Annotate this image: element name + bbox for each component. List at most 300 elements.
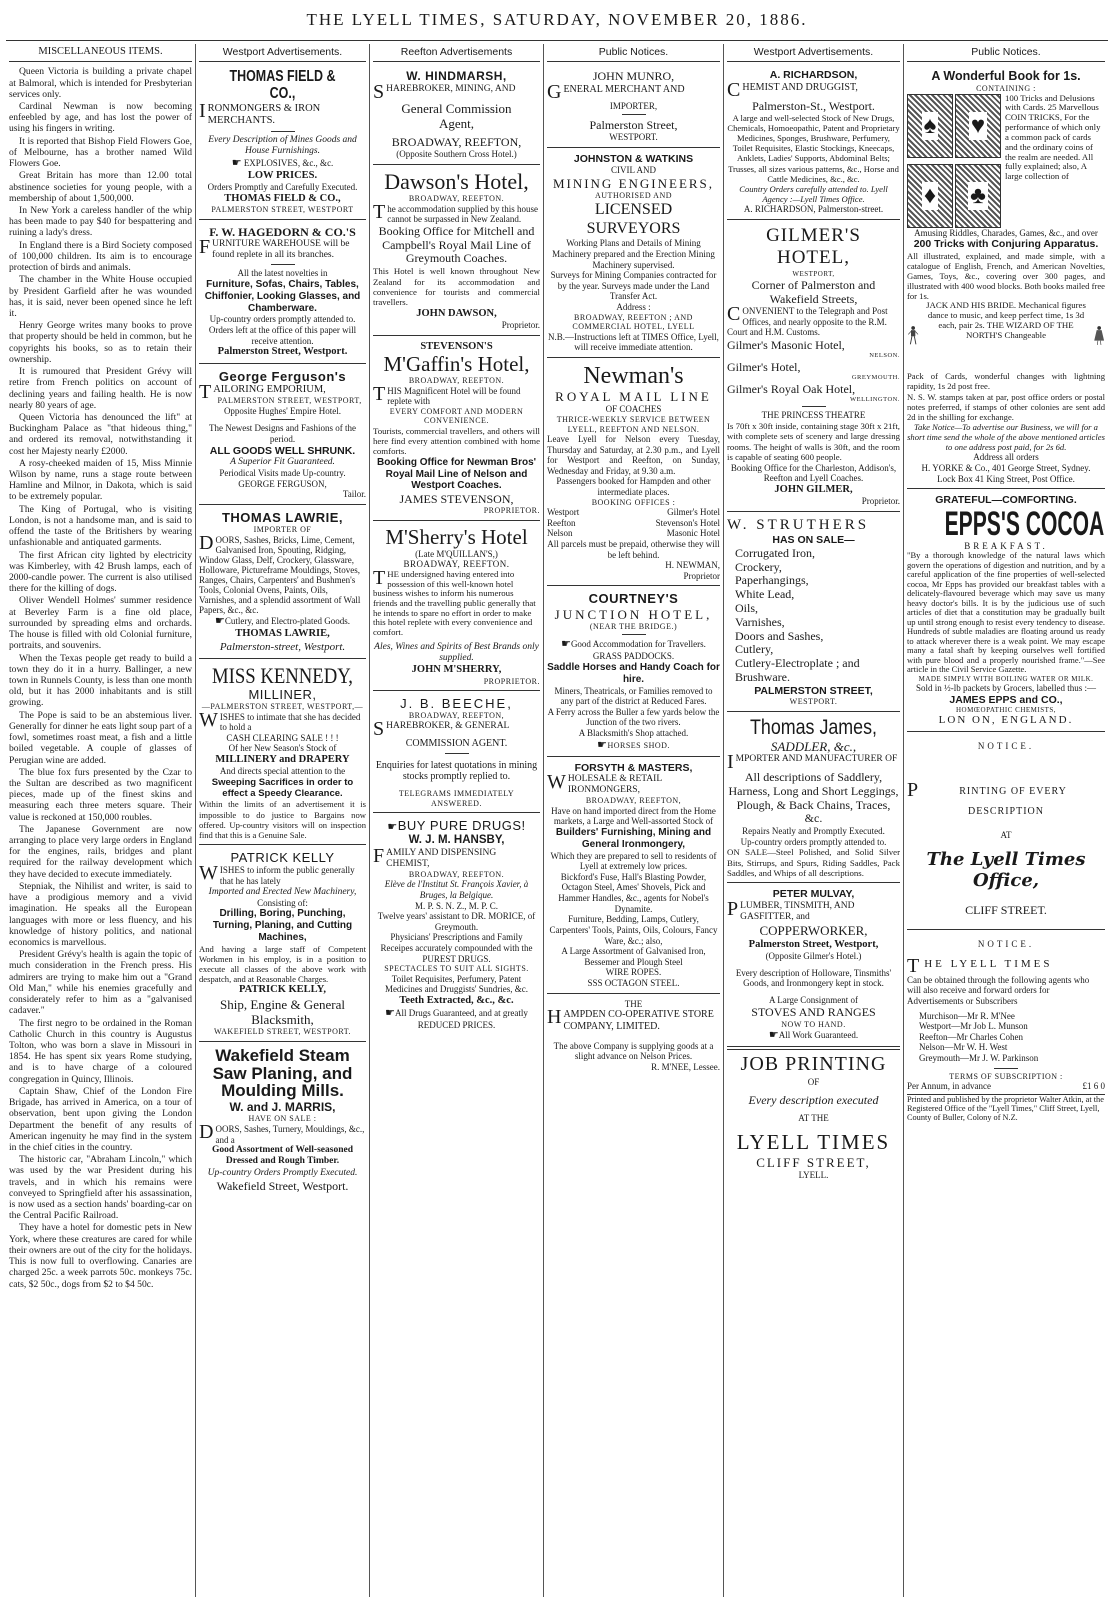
ad-thomas-field bbox=[199, 66, 366, 220]
ad-address: —PALMERSTON STREET, WESTPORT,— bbox=[201, 702, 364, 712]
ad-text1: 100 Tricks and Delusions with Cards. 25 Marvellous COIN TRICKS, For the performance of which only a common pack of cards and the ordinary coins of the realm are needed. All fully explained; also, A large collection of bbox=[1005, 92, 1101, 182]
ad-near: (NEAR THE BRIDGE.) bbox=[589, 621, 678, 631]
ad-line: ROYAL MAIL LINE bbox=[555, 389, 712, 405]
ad-role: Proprietor bbox=[683, 570, 720, 581]
ad-booking: Booking Office for the Charleston, Addison's, Reefton and Lyell Coaches. bbox=[730, 462, 897, 484]
ad-signature: THOMAS LAWRIE, bbox=[235, 628, 330, 640]
notice-body: Can be obtained through the following agents who will also receive and forward orders for Advertisements or Subscribers bbox=[907, 974, 1090, 1007]
ad-title: THOMAS FIELD & CO., bbox=[229, 68, 336, 103]
misc-item: The historic car, "Abraham Lincoln," which was used by the war President during his travels, and in which his remains were conveyed to Springfield after his assassination, is now used as a section hands' boarding-car on the Central Pacific Railroad. bbox=[9, 1154, 192, 1222]
misc-items bbox=[9, 66, 192, 1289]
pointing-hand-icon: ☛ bbox=[214, 614, 225, 628]
ad-body: DOORS, Sashes, Turnery, Mouldings, &c., and a bbox=[199, 1120, 365, 1145]
agent-entry: Westport—Mr Job L. Munson bbox=[919, 1021, 1028, 1032]
ad-title: J. B. BEECHE, bbox=[400, 696, 513, 712]
gilmer-hotels bbox=[727, 338, 900, 403]
ad-teeth: Teeth Extracted, &c., &c. bbox=[399, 994, 514, 1006]
ad-address: BROADWAY, REEFTON, bbox=[585, 796, 682, 806]
ad-which: Which they are prepared to sell to residents of Lyell at extremely low prices. bbox=[550, 850, 717, 872]
ad-opposite: Opposite Hughes' Empire Hotel. bbox=[223, 405, 342, 416]
ad-town: WESTPORT, bbox=[792, 269, 835, 278]
ad-title: M'Gaffin's Hotel, bbox=[383, 352, 530, 377]
ad-orders: Up-country orders promptly attended to. Orders left at the office of this paper will receive attention. bbox=[208, 314, 357, 346]
misc-item: President Grévy's health is again the topic of much consideration in the French press. His admirers are trying to make him out a "Grand Old Man," while his enemies gracefully and considerately refer to him as a "galvanised cadaver." bbox=[9, 949, 192, 1017]
divider bbox=[802, 406, 826, 407]
ad-line: TAILORING EMPORIUM, bbox=[199, 380, 326, 403]
ad-line: MINING ENGINEERS, bbox=[552, 175, 715, 191]
misc-item: The blue fox furs presented by the Czar to the Sultan are described as two magnificent pieces, made up of the finest skins and measuring each three meters square. Their value is reckoned at 150,000 roubles. bbox=[9, 766, 192, 823]
ad-role: PROPRIETOR. bbox=[483, 506, 540, 516]
ad-body: Have on hand imported direct from the Home markets, a Large and Well-assorted Stock of bbox=[551, 805, 716, 827]
notice-title: NOTICE. bbox=[977, 939, 1035, 950]
ad-line: SHAREBROKER, & GENERAL bbox=[373, 717, 510, 740]
misc-item: In England there is a Bird Society composed of 100,000 children. Its aim is to encourage protection of birds and animals. bbox=[9, 239, 192, 274]
ad-line: PLUMBER, TINSMITH, AND GASFITTER, and bbox=[727, 897, 855, 923]
ad-body: The accommodation supplied by this house cannot be surpassed in New Zealand. bbox=[373, 200, 538, 225]
ad-top: GRATEFUL—COMFORTING. bbox=[935, 494, 1077, 507]
subscription-price: £1 6 0 bbox=[1082, 1081, 1105, 1092]
gilmer-hotel-row bbox=[727, 382, 900, 404]
ad-comfort: EVERY COMFORT AND MODERN CONVENIENCE. bbox=[389, 406, 524, 426]
notice-office: The Lyell Times Office, bbox=[926, 848, 1086, 891]
ad-forsyth bbox=[547, 759, 720, 994]
notice-title: NOTICE. bbox=[977, 741, 1035, 752]
ad-body: A large and well-selected Stock of New Drugs, Chemicals, Homoeopathic, Patent and Proprietary Medicines, Sponges, Brushware, Perfumery, Toilet Requisites, Elastic Stockings, Kneecaps, Anklets, Ladies' Supports, Abdominal Belts; Trusses, all sizes various patterns, &c., Horse and Cattle Medicines, &c., &c. bbox=[727, 112, 900, 184]
misc-item: The Japanese Government are now arranging to place very large orders in England for the engines, rails, bridges and plant required for the railway development which they have decided to execute immediately. bbox=[9, 823, 192, 880]
ad-role: Proprietor. bbox=[501, 320, 540, 331]
ad-booking: Booking Office for Newman Bros' Royal Mail Line of Nelson and Westport Coaches. bbox=[376, 456, 537, 492]
ad-signature: THOMAS FIELD & CO., bbox=[224, 193, 341, 205]
ad-title: EPPS'S COCOA bbox=[944, 504, 1105, 543]
hotel-town: NELSON. bbox=[869, 352, 900, 360]
ad-large: A Large Consignment of bbox=[768, 994, 859, 1005]
column-reefton-ads bbox=[370, 44, 544, 1597]
pointing-hand-icon: ☛ bbox=[561, 637, 571, 651]
hotel-name: Gilmer's Hotel, bbox=[727, 359, 801, 374]
booking-office-row bbox=[547, 518, 720, 529]
ad-conjuring: 200 Tricks with Conjuring Apparatus. bbox=[913, 238, 1099, 251]
ad-convenient: CONVENIENT to the Telegraph and Post Offices, and nearly opposite to the R.M. Court and H.M. Customs. bbox=[727, 303, 888, 338]
ad-horses-text: HORSES SHOD. bbox=[607, 740, 670, 750]
pointing-hand-icon: ☛ bbox=[231, 156, 242, 170]
ad-signature: JOHN M'SHERRY, bbox=[411, 664, 502, 676]
booking-office-row bbox=[547, 528, 720, 539]
ad-enquiries: Enquiries for latest quotations in mining stocks promptly replied to. bbox=[375, 759, 538, 783]
divider bbox=[622, 634, 646, 635]
ad-line: IMPORTER AND MANUFACTURER OF bbox=[727, 750, 898, 773]
ad-title: JOHNSTON & WATKINS bbox=[573, 152, 694, 165]
ad-sold: Sold in ½-lb packets by Grocers, labelled thus :— bbox=[916, 683, 1096, 694]
ad-hagedorn bbox=[199, 222, 366, 364]
ad-pack: Pack of Cards, wonderful changes with lightning rapidity, 1s 2d post free. bbox=[907, 371, 1105, 392]
ad-line2: COMMISSION AGENT. bbox=[405, 737, 508, 749]
ad-bold: Good Assortment of Well-seasoned Dressed and Rough Timber. bbox=[211, 1145, 353, 1167]
ad-every: Every description executed bbox=[748, 1093, 879, 1108]
ad-signature: JAMES EPPS and CO., bbox=[949, 693, 1063, 706]
divider bbox=[622, 114, 646, 115]
ad-address: PALMERSTON STREET, bbox=[754, 684, 873, 697]
ad-shrunk: ALL GOODS WELL SHRUNK. bbox=[209, 444, 356, 457]
ad-address-label: Address all orders bbox=[973, 452, 1039, 463]
struthers-item: Paperhangings, bbox=[735, 573, 809, 588]
subscription-label: Per Annum, in advance bbox=[907, 1081, 991, 1092]
column-westport-ads bbox=[196, 44, 370, 1597]
office-hotel: Gilmer's Hotel bbox=[667, 507, 720, 518]
office-town: Reefton bbox=[547, 517, 576, 528]
ad-now: NOW TO HAND. bbox=[781, 1019, 846, 1029]
ad-address: BROADWAY, REEFTON, bbox=[391, 135, 522, 150]
ad-bickford: Bickford's Fuse, Hall's Blasting Powder, Octagon Steel, Ames' Shovels, Pick and Hammer Handles, &c., agents for Nobel's Dynamite. bbox=[558, 871, 709, 914]
ad-miners: Miners, Theatricals, or Families removed to any part of the district at Reduced Fares. bbox=[554, 685, 713, 707]
ad-consist: Consisting of: bbox=[257, 897, 308, 908]
struthers-items bbox=[727, 547, 900, 685]
ad-title: M'Sherry's Hotel bbox=[385, 524, 528, 549]
ad-line2: IMPORTER, bbox=[609, 100, 658, 111]
office-hotel: Masonic Hotel bbox=[666, 528, 720, 539]
ad-address: Palmerston-street, Westport. bbox=[219, 640, 346, 653]
ad-title: Wakefield Steam Saw Planing, and Moulding Mills. bbox=[212, 1045, 353, 1101]
ad-assistant: Twelve years' assistant to DR. MORICE, of Greymouth. bbox=[377, 911, 536, 932]
ad-location: LON ON, ENGLAND. bbox=[938, 714, 1074, 727]
misc-item: Cardinal Newman is now becoming enfeebled by age, and has lost the power of using his fingers in writing. bbox=[9, 101, 192, 135]
ad-contains: CONTAINING : bbox=[976, 84, 1036, 94]
struthers-item: Crockery, bbox=[735, 559, 782, 574]
ad-line: GENERAL MERCHANT AND bbox=[547, 80, 685, 103]
ad-toilet: Toilet Requisites, Perfumery, Patent Medicines and Druggists' Sundries, &c. bbox=[384, 973, 529, 995]
ad-title: FORSYTH & MASTERS, bbox=[574, 761, 693, 774]
ad-guaranteed-text: All Work Guaranteed. bbox=[778, 1030, 859, 1040]
ad-bold: Drilling, Boring, Punching, Turning, Planing, and Cutting Machines, bbox=[212, 908, 353, 943]
agent-entry: Greymouth—Mr J. W. Parkinson bbox=[919, 1053, 1039, 1064]
ad-line: IRONMONGERS & IRON MERCHANTS. bbox=[199, 99, 321, 127]
ad-name: W. J. M. HANSBY, bbox=[408, 834, 505, 847]
ad-passengers: Passengers booked for Hampden and other intermediate places. bbox=[556, 476, 711, 498]
ad-bold: MILLINERY and DRAPERY bbox=[215, 754, 350, 766]
notice-agents bbox=[907, 932, 1105, 1126]
ad-mgaffin bbox=[373, 338, 540, 521]
ad-title: Newman's bbox=[583, 362, 684, 389]
ad-address: Palmerston-St., Westport. bbox=[752, 98, 875, 113]
ad-onsale: HAVE ON SALE : bbox=[248, 1114, 317, 1124]
booking-office-row bbox=[547, 507, 720, 518]
hotel-name: Gilmer's Masonic Hotel, bbox=[727, 337, 845, 352]
ad-staff: And having a large staff of Competent Workmen in his employ, is in a position to execute all classes of the above work with despatch, and at Reasonable Charges. bbox=[199, 943, 366, 985]
ad-lawrie bbox=[199, 507, 366, 659]
struthers-item: Doors and Sashes, bbox=[735, 628, 824, 643]
ad-breakfast: BREAKFAST. bbox=[964, 540, 1048, 551]
notice-at: AT bbox=[1000, 829, 1012, 840]
ad-address: BROADWAY, REEFTON. bbox=[408, 376, 505, 386]
club-card-icon: ♣ bbox=[955, 164, 1001, 228]
divider bbox=[994, 1068, 1018, 1069]
ad-desc: Every Description of Mines Goods and House Furnishings. bbox=[208, 134, 357, 156]
ad-line: SHAREBROKER, MINING, AND bbox=[373, 80, 516, 103]
ad-role: MILLINER, bbox=[248, 686, 317, 702]
ad-newest: The Newest Designs and Fashions of the period. bbox=[209, 423, 356, 445]
pointing-hand-icon: ☛ bbox=[597, 737, 608, 751]
diamond-card-icon: ♦ bbox=[907, 164, 953, 228]
ad-street: CLIFF STREET, bbox=[756, 1154, 871, 1170]
notice-line: THE LYELL TIMES bbox=[907, 954, 1053, 977]
office-hotel: Stevenson's Hotel bbox=[655, 517, 720, 528]
ad-grass: GRASS PADDOCKS. bbox=[592, 651, 675, 662]
column-public-notices-2 bbox=[904, 44, 1108, 1597]
column-header: Reefton Advertisements bbox=[373, 44, 540, 62]
heart-card-icon: ♥ bbox=[955, 94, 1001, 158]
ad-title bbox=[373, 818, 540, 834]
ad-title: COURTNEY'S bbox=[588, 591, 679, 607]
ad-copper: COPPERWORKER, bbox=[759, 923, 868, 939]
ad-signature: R. M'NEE, Lessee. bbox=[651, 1061, 720, 1072]
ad-line: CHEMIST AND DRUGGIST, bbox=[727, 78, 858, 101]
ad-thrice: THRICE-WEEKLY SERVICE BETWEEN LYELL, REEFTON AND NELSON. bbox=[556, 415, 711, 434]
ad-msherry bbox=[373, 523, 540, 691]
column-public-notices bbox=[544, 44, 724, 1597]
ad-hindmarsh bbox=[373, 66, 540, 165]
ad-furniture: Furniture, Bedding, Lamps, Cutlery, Carpenters' Tools, Paints, Oils, Colours, Fancy Ware, &c.; also, bbox=[549, 914, 718, 946]
book-cards-row bbox=[907, 94, 1105, 228]
ad-role: Proprietor. bbox=[861, 496, 900, 507]
ad-line2: General Commission bbox=[401, 100, 512, 116]
ad-address: BROADWAY, REEFTON. bbox=[408, 869, 505, 879]
ad-orders: Up-country Orders Promptly Executed. bbox=[207, 1167, 358, 1178]
ad-signature: PATRICK KELLY, bbox=[239, 984, 326, 996]
ad-booking: Booking Office for Mitchell and Campbell's Royal Mail Line of Greymouth Coaches. bbox=[378, 223, 535, 266]
ad-pre: STEVENSON'S bbox=[420, 340, 493, 352]
divider bbox=[271, 419, 295, 420]
pointing-hand-icon: ☛ bbox=[387, 820, 398, 834]
hotel-name: Gilmer's Royal Oak Hotel, bbox=[727, 381, 856, 396]
ad-address: PALMERSTON STREET, WESTPORT, bbox=[217, 396, 362, 406]
hotel-town: GREYMOUTH. bbox=[851, 373, 900, 381]
ad-box: Lock Box 41 King Street, Post Office. bbox=[937, 473, 1075, 484]
ad-fit: A Superior Fit Guaranteed. bbox=[230, 457, 335, 467]
column-westport-ads-2 bbox=[724, 44, 904, 1597]
ad-late: (Late M'QUILLAN'S,) bbox=[415, 548, 498, 559]
ad-jack: JACK AND HIS BRIDE. Mechanical figures dance to music, and keep perfect time, 1s 3d each, pair 2s. THE WIZARD OF THE NORTH'S Changeable bbox=[926, 300, 1086, 340]
ad-stock: Of her New Season's Stock of bbox=[228, 743, 337, 754]
divider bbox=[445, 753, 469, 754]
ad-ferry: A Ferry across the Buller a few yards below the Junction of the two rivers. bbox=[547, 706, 720, 728]
pointing-hand-icon: ☛ bbox=[768, 1028, 779, 1041]
gilmer-hotel-row bbox=[727, 360, 900, 382]
ad-cutlery-text: Cutlery, and Electro-plated Goods. bbox=[224, 616, 350, 627]
ad-trade: Ship, Engine & General Blacksmith, bbox=[220, 996, 345, 1027]
struthers-item: White Lead, bbox=[735, 587, 795, 602]
ad-signature: JOHN GILMER, bbox=[774, 483, 853, 495]
ad-line: FURNITURE WAREHOUSE will be found replete in all its branches. bbox=[199, 236, 350, 261]
misc-item: It is reported that Bishop Field Flowers Goe, of Melbourne, has a brother named Wild Flowers Goe. bbox=[9, 135, 192, 170]
ad-authorised: AUTHORISED AND bbox=[595, 191, 672, 201]
misc-item: Stepniak, the Nihilist and writer, is said to have a prodigious memory and a vivid imagination. He speaks all the European languages with more or less fluency, and his knowledge of history politics, and national economics is marvellous. bbox=[9, 880, 192, 948]
ad-marris bbox=[199, 1044, 366, 1197]
ad-title: PATRICK KELLY bbox=[230, 849, 335, 865]
misc-item: The first negro to be ordained in the Roman Catholic Church in this country is Augustus Tolton, who was born a slave in Missouri in 1854. He has spent six years Rome studying, and is to have charge of a coloured congregation in Quincy, Illinois. bbox=[9, 1017, 192, 1085]
ad-explosives-text: EXPLOSIVES, &c., &c. bbox=[243, 158, 334, 169]
ad-signature: GEORGE FERGUSON, bbox=[238, 478, 327, 489]
ad-theatre: THE PRINCESS THEATRE bbox=[761, 410, 866, 421]
ad-nb: N.B.—Instructions left at TIMES Office, Lyell, will receive immediate attention. bbox=[548, 331, 719, 353]
ad-role: PROPRIETOR. bbox=[483, 676, 540, 686]
ad-at: AT THE bbox=[798, 1113, 829, 1124]
notice-street: CLIFF STREET. bbox=[965, 903, 1047, 918]
ad-orders: Orders Promptly and Carefully Executed. bbox=[207, 182, 358, 193]
ad-role: Tailor. bbox=[342, 489, 366, 500]
misc-item: Great Britain has more than 12.00 total abstinence societies for young people, with a membership of about 1,500,000. bbox=[9, 170, 192, 204]
ad-made: MADE SIMPLY WITH BOILING WATER OR MILK. bbox=[918, 674, 1094, 683]
misc-item: A rosy-cheeked maiden of 15, Miss Minnie Wilson by name, runs a stage route between Hamline and Milnor, in Dakota, which is said to be extremely popular. bbox=[9, 457, 192, 503]
ad-stoves: STOVES AND RANGES bbox=[751, 1005, 876, 1020]
ad-address: BROADWAY, REEFTON ; AND COMMERCIAL HOTEL, LYELL bbox=[572, 312, 695, 332]
ad-town: LYELL. bbox=[798, 1170, 829, 1181]
ad-eleve: Elève de l'Institut St. François Xavier, à Bruges, la Belgique. bbox=[384, 879, 529, 901]
column-header: Westport Advertisements. bbox=[199, 44, 366, 62]
ad-body: The above Company is supplying goods at a slight advance on Nelson Prices. bbox=[553, 1040, 714, 1062]
ad-spectacles: SPECTACLES TO SUIT ALL SIGHTS. bbox=[384, 964, 529, 974]
ad-address: BROADWAY, REEFTON. bbox=[408, 194, 505, 204]
ad-line: HAMPDEN CO-OPERATIVE STORE COMPANY, LIMITED. bbox=[547, 1006, 714, 1032]
ad-galvanised: A Large Assortment of Galvanised Iron, Bessemer and Plough Steel bbox=[561, 946, 706, 967]
ad-illustrated: All illustrated, explained, and made simple, with a catalogue of English, French, and American Novelties, Games, Toys, &c., covering over 300 pages, and illustrated with 400 wood blocks. Both books mailed free for 1s. bbox=[907, 250, 1105, 302]
ad-novel: All the latest novelties in bbox=[237, 268, 328, 279]
ad-onsale: HAS ON SALE— bbox=[772, 534, 855, 547]
ad-patrick-kelly bbox=[199, 847, 366, 1042]
ad-signature: H. YORKE & Co., 401 George Street, Sydney. bbox=[921, 462, 1091, 473]
column-header: Public Notices. bbox=[907, 44, 1105, 62]
ad-title: PETER MULVAY, bbox=[772, 888, 855, 901]
ad-sale: CASH CLEARING SALE ! ! ! bbox=[226, 732, 339, 743]
column-header: MISCELLANEOUS ITEMS. bbox=[9, 44, 192, 62]
agent-entry: Reefton—Mr Charles Cohen bbox=[919, 1031, 1023, 1042]
ad-country: Country Orders carefully attended to. Lyell Agency :—Lyell Times Office. bbox=[739, 183, 888, 205]
office-town: Nelson bbox=[547, 528, 573, 539]
ad-work: Working Plans and Details of Mining Machinery prepared and the Erection Mining Machinery supervised. bbox=[552, 238, 715, 270]
jack-bride-row bbox=[907, 301, 1105, 371]
ad-title: Thomas James, bbox=[750, 715, 877, 739]
misc-item: Oliver Wendell Holmes' summer residence at Beverley Farm is a fine old place, surrounded by spreading elms and orchards. The house is filled with old Colonial furniture, portraits, and souvenirs. bbox=[9, 595, 192, 652]
masthead bbox=[6, 0, 1108, 41]
ad-signature: A. RICHARDSON, Palmerston-street. bbox=[743, 204, 884, 215]
ad-known: This Hotel is well known throughout New Zealand for its accommodation and convenience for tourists and commercial travellers. bbox=[373, 266, 540, 308]
agent-entry: Murchison—Mr R. M'Nee bbox=[919, 1010, 1015, 1021]
hotel-town: WELLINGTON. bbox=[850, 395, 900, 403]
struthers-item: Oils, bbox=[735, 600, 759, 615]
ad-good-text: Good Accommodation for Travellers. bbox=[570, 639, 706, 650]
ad-town: WESTPORT. bbox=[789, 697, 838, 707]
ad-title-text: BUY PURE DRUGS! bbox=[397, 818, 526, 834]
ad-signature: H. NEWMAN, bbox=[665, 560, 720, 571]
ad-signature: JOHN DAWSON, bbox=[416, 307, 497, 319]
masthead-title: THE LYELL TIMES, SATURDAY, NOVEMBER 20, 1886. bbox=[306, 10, 808, 29]
ad-telegrams: TELEGRAMS IMMEDIATELY ANSWERED. bbox=[398, 789, 515, 808]
ad-body: "By a thorough knowledge of the natural laws which govern the operations of digestion and nutrition, and by a careful application of the fine properties of well-selected cocoa, Mr Epps has provided our breakfast tables with a delicately-flavoured beverage which may save us many heavy doctor's bills. It is by the judicious use of such articles of diet that a constitution may be gradually built up until strong enough to resist every tendency to disease. Hundreds of subtle maladies are floating around us ready to attack wherever there is a weak point. We may escape many a fatal shaft by keeping ourselves well fortified with pure blood and a properly nourished frame."—See article in the Civil Service Gazette. bbox=[907, 550, 1105, 675]
ad-thomas-james bbox=[727, 714, 900, 884]
dancing-figure-icon bbox=[907, 301, 919, 371]
ad-nsw: N. S. W. stamps taken at par, post office orders or postal notes preferred, if stamps of other colonies are sent add 2d in the shilling for exchange. bbox=[907, 391, 1105, 422]
misc-item: Henry George writes many books to prove that property should be held in common, but he copyrights his books, so as to retain their ownership. bbox=[9, 320, 192, 365]
divider bbox=[271, 264, 295, 265]
ad-licensed: LICENSED SURVEYORS bbox=[586, 200, 681, 237]
agents-list bbox=[907, 1011, 1105, 1064]
office-town: Westport bbox=[547, 507, 580, 518]
ad-beeche bbox=[373, 693, 540, 813]
ad-munro bbox=[547, 66, 720, 148]
ad-address-label: Address : bbox=[616, 302, 651, 313]
ad-job-printing bbox=[727, 1049, 900, 1185]
ad-hansby bbox=[373, 815, 540, 1035]
ad-johnston-watkins bbox=[547, 150, 720, 358]
ad-body: WISHES to intimate that she has decided to hold a bbox=[199, 708, 361, 733]
ad-blacksmith: A Blacksmith's Shop attached. bbox=[578, 728, 689, 739]
ad-title: A Wonderful Book for 1s. bbox=[931, 69, 1081, 84]
ad-drugs-text: All Drugs Guaranteed, and at greatly REDUCED PRICES. bbox=[394, 1008, 528, 1031]
misc-item: The King of Portugal, who is visiting London, is not a handsome man, and is said to offend the taste of the Britishers by wearing unfashionable and antiquated garments. bbox=[9, 503, 192, 549]
misc-item: The Pope is said to be an abstemious liver. Generally for dinner he eats light soup part of a fowl, sometimes roast meat, a fish and a little boiled vegetable. A couple of glasses of Perugian wine are added. bbox=[9, 709, 192, 766]
ad-role: SADDLER, &c., bbox=[770, 738, 857, 754]
ad-hampden bbox=[547, 996, 720, 1077]
ad-title: F. W. HAGEDORN & CO.'S bbox=[209, 224, 356, 239]
ad-role: IMPORTER OF bbox=[253, 525, 312, 535]
columns bbox=[6, 44, 1108, 1597]
booking-offices bbox=[547, 507, 720, 539]
ad-title: MISS KENNEDY, bbox=[212, 662, 353, 688]
ad-attention: And directs special attention to the bbox=[219, 766, 346, 777]
dancing-bride-icon bbox=[1093, 301, 1105, 371]
ad-opposite: (Opposite Gilmer's Hotel.) bbox=[765, 950, 862, 961]
ad-explosives bbox=[199, 157, 366, 170]
ad-ales: Ales, Wines and Spirits of Best Brands only supplied. bbox=[374, 641, 539, 663]
ad-bold: Furniture, Sofas, Chairs, Tables, Chiffonier, Looking Glasses, and Chamberware. bbox=[204, 279, 361, 314]
ad-dawson bbox=[373, 167, 540, 336]
notice-printed: Printed and published by the proprietor Walter Atkin, at the Registered Office of the "Lyell Times," Cliff Street, Lyell, County of Buller, Colony of N.Z. bbox=[907, 1094, 1104, 1122]
ad-booking-label: BOOKING OFFICES : bbox=[591, 497, 676, 507]
misc-item: Queen Victoria is building a private chapel at Balmoral, which is intended for Presbyterian services only. bbox=[9, 66, 192, 100]
misc-item: It is rumoured that President Grévy will retire from French politics on account of declining years and failing health. He is now nearly 80 years of age. bbox=[9, 366, 192, 411]
ad-imported: Imported and Erected New Machinery, bbox=[208, 886, 357, 897]
ad-address: BROADWAY, REEFTON, bbox=[408, 711, 505, 721]
ad-civil: CIVIL AND bbox=[611, 165, 656, 176]
ad-upcountry: Up-country orders promptly attended to. bbox=[740, 836, 887, 847]
ad-opposite: (Opposite Southern Cross Hotel.) bbox=[396, 149, 517, 160]
gilmer-hotel-row bbox=[727, 338, 900, 360]
ad-notice: Take Notice—To advertise our Business, we will for a short time send the whole of the above mentioned articles to one address post paid, for 2s 6d. bbox=[907, 421, 1105, 453]
ad-theatre-body: Is 70ft x 30ft inside, containing stage 30ft x 21ft, with complete sets of scenery and large dressing rooms. The height of walls is 30ft, and the room is capable of seating 600 people. bbox=[727, 421, 900, 463]
ad-epps-cocoa bbox=[907, 491, 1105, 732]
ad-items: All descriptions of Saddlery, Harness, Long and Short Leggings, Plough, & Back Chains, Traces, &c. bbox=[728, 769, 899, 826]
ad-bold: Builders' Furnishing, Mining and General Ironmongery, bbox=[555, 827, 712, 850]
ad-name: W. and J. MARRIS, bbox=[229, 1100, 336, 1115]
misc-item: The chamber in the White House occupied by President Garfield after he was wounded has, it is said, never been opened since he left it. bbox=[9, 274, 192, 319]
ad-surveys: Surveys for Mining Companies contracted for by the year. Surveys made under the Land Transfer Act. bbox=[550, 270, 717, 302]
ad-line: WHOLESALE & RETAIL IRONMONGERS, bbox=[547, 770, 662, 796]
ad-body: THIS Magnificent Hotel will be found replete with bbox=[373, 382, 521, 407]
ad-line: FAMILY AND DISPENSING CHEMIST, bbox=[373, 844, 497, 869]
card-pair-top bbox=[907, 94, 1001, 158]
ad-address: WAKEFIELD STREET, WESTPORT. bbox=[213, 1027, 351, 1037]
ad-address: BROADWAY, REEFTON. bbox=[403, 559, 510, 570]
ad-address: Palmerston Street, Westport, bbox=[748, 938, 879, 950]
ad-struthers bbox=[727, 514, 900, 712]
ad-address: Palmerston Street, Westport. bbox=[217, 346, 348, 358]
notice-line: PRINTING OF EVERY DESCRIPTION bbox=[907, 778, 1067, 817]
spade-card-icon: ♠ bbox=[907, 94, 953, 158]
ad-repairs: Repairs Neatly and Promptly Executed. bbox=[742, 826, 885, 837]
ad-mulvay bbox=[727, 885, 900, 1046]
struthers-item: Cutlery, bbox=[735, 642, 774, 657]
ad-line3: Agent, bbox=[438, 115, 475, 131]
ad-title: JOB PRINTING bbox=[740, 1052, 887, 1075]
card-pair-bottom bbox=[907, 164, 1001, 228]
